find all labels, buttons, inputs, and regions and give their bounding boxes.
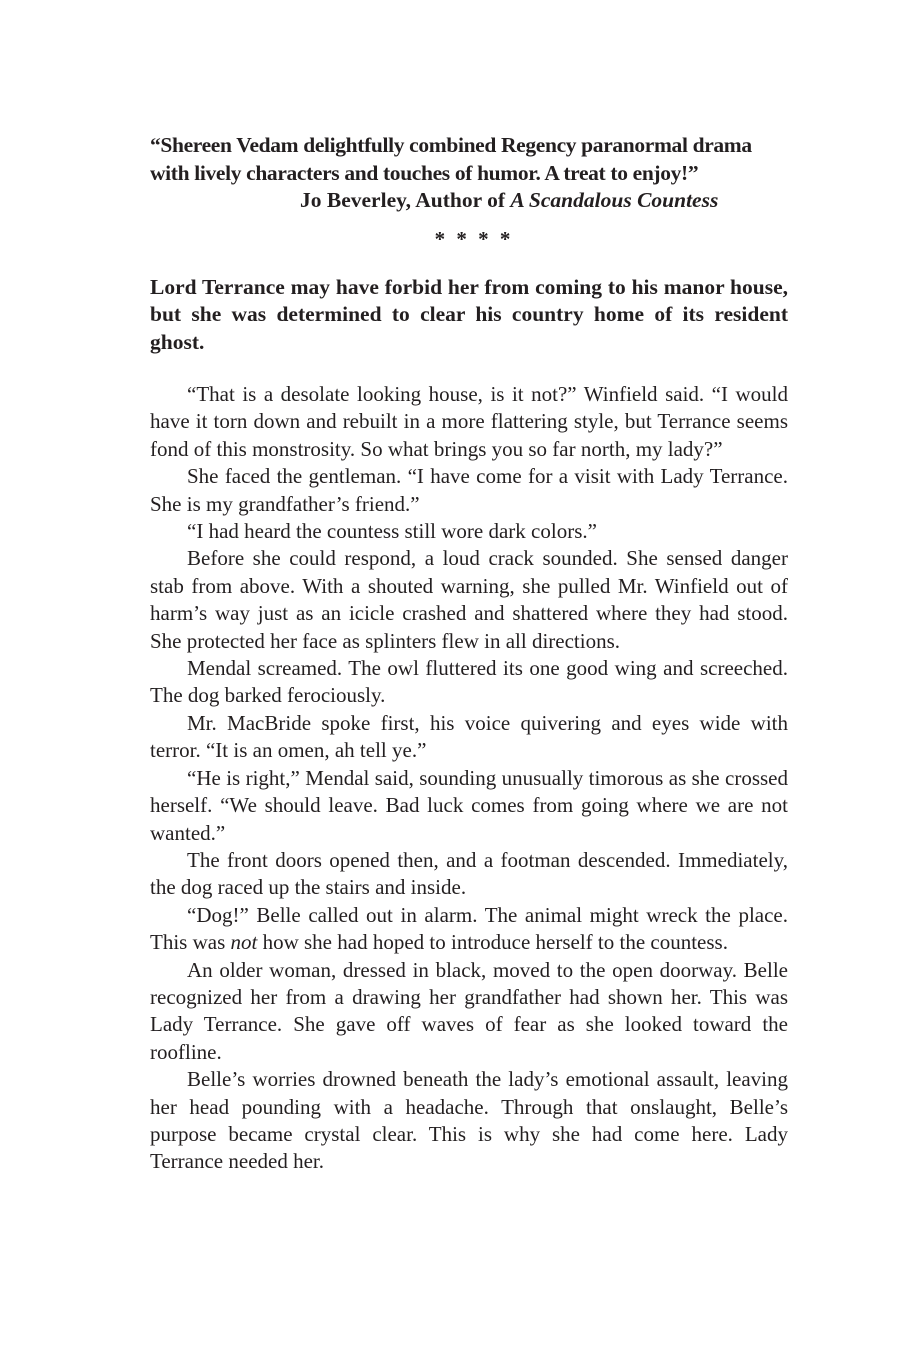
attribution-book-title: A Scandalous Countess <box>510 188 719 212</box>
excerpt-paragraph: An older woman, dressed in black, moved to the open doorway. Belle recognized her from a drawing her grandfather had shown her. This was Lady Terrance. She gave off waves of fear as she looked toward the roofline. <box>150 957 788 1064</box>
excerpt-paragraph: “That is a desolate looking house, is it not?” Winfield said. “I would have it torn down and rebuilt in a more flattering style, but Terrance seems fond of this monstrosity. So what brings you so far north, my lady?” <box>150 382 788 461</box>
review-quote <box>150 132 788 187</box>
excerpt-paragraph: Before she could respond, a loud crack sounded. She sensed danger stab from above. With a shouted warning, she pulled Mr. Winfield out of harm’s way just as an icicle crashed and shattered where they had stood. She protected her face as splinters flew in all directions. <box>150 546 788 653</box>
excerpt-body <box>150 381 788 1176</box>
excerpt-paragraph: Belle’s worries drowned beneath the lady’s emotional assault, leaving her head pounding with a headache. Through that onslaught, Belle’s purpose became crystal clear. This is why she had come here. Lady Terrance needed her. <box>150 1067 788 1174</box>
attribution-author: Jo Beverley, Author of <box>300 188 511 212</box>
excerpt-paragraph: Mendal screamed. The owl fluttered its one good wing and screeched. The dog barked ferociously. <box>150 656 788 708</box>
dog-text-after: how she had hoped to introduce herself to the countess. <box>257 930 728 955</box>
excerpt-paragraph: The front doors opened then, and a footman descended. Immediately, the dog raced up the stairs and inside. <box>150 847 788 900</box>
review-quote-line-1: “Shereen Vedam delightfully combined Regency paranormal drama <box>150 133 752 157</box>
review-attribution <box>150 187 788 215</box>
book-page <box>150 132 788 1176</box>
teaser-paragraph: Lord Terrance may have forbid her from coming to his manor house, but she was determined to clear his country home of its resident ghost. <box>150 274 788 354</box>
excerpt-paragraph: She faced the gentleman. “I have come for a visit with Lady Terrance. She is my grandfather’s friend.” <box>150 464 788 516</box>
excerpt-paragraph: “I had heard the countess still wore dark colors.” <box>187 519 597 544</box>
excerpt-paragraph: “He is right,” Mendal said, sounding unusually timorous as she crossed herself. “We should leave. Bad luck comes from going where we are not wanted.” <box>150 765 788 845</box>
dog-text-before: “Dog!” Belle called out in alarm. The animal might wreck the place. This was <box>150 902 788 955</box>
dog-text-emphasis: not <box>230 930 258 955</box>
excerpt-paragraph-dog <box>150 902 788 957</box>
section-separator: * * * * <box>434 226 514 251</box>
review-quote-line-2: with lively characters and touches of humor. A treat to enjoy!” <box>150 160 699 185</box>
excerpt-paragraph: Mr. MacBride spoke first, his voice quivering and eyes wide with terror. “It is an omen, ah tell ye.” <box>150 710 788 763</box>
